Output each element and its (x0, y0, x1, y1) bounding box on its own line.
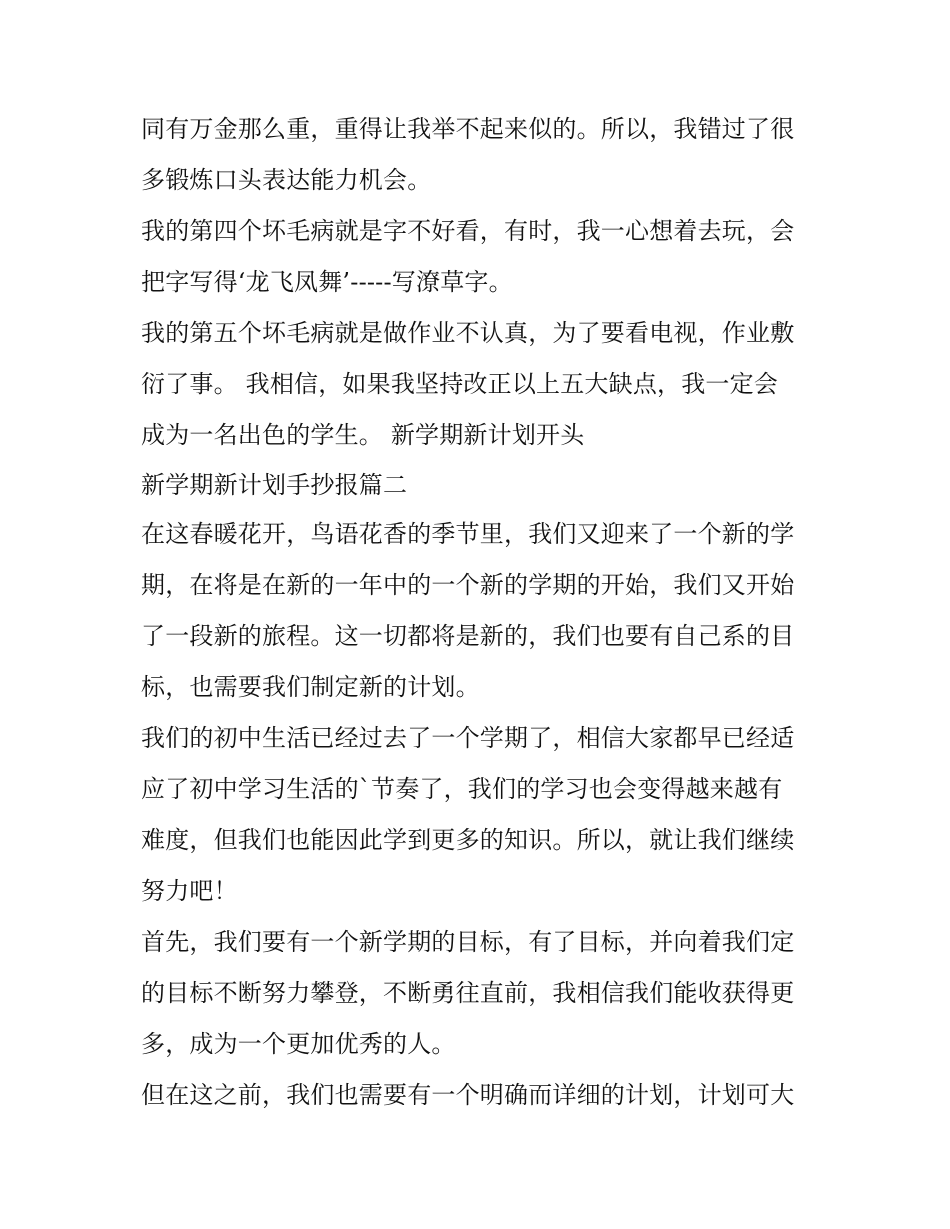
text-line: 我的第五个坏毛病就是做作业不认真，为了要看电视，作业敷 (141, 319, 795, 347)
text-line: 我们的初中生活已经过去了一个学期了，相信大家都早已经适 (141, 724, 795, 752)
text-line: 标，也需要我们制定新的计划。 (141, 673, 480, 701)
text-line: 的目标不断努力攀登，不断勇往直前，我相信我们能收获得更 (141, 979, 795, 1007)
text-line: 但在这之前，我们也需要有一个明确而详细的计划，计划可大 (141, 1081, 795, 1109)
text-line: 成为一名出色的学生。 新学期新计划开头 (141, 421, 585, 449)
text-line: 应了初中学习生活的`节奏了，我们的学习也会变得越来越有 (141, 775, 783, 803)
text-line: 在这春暖花开，鸟语花香的季节里，我们又迎来了一个新的学 (141, 520, 795, 548)
text-line: 同有万金那么重，重得让我举不起来似的。所以，我错过了很 (141, 115, 795, 143)
section-heading: 新学期新计划手抄报篇二 (141, 471, 408, 499)
text-line: 我的第四个坏毛病就是字不好看，有时，我一心想着去玩，会 (141, 217, 795, 245)
text-line: 努力吧！ (141, 877, 238, 905)
text-line: 多锻炼口头表达能力机会。 (141, 166, 432, 194)
text-line: 衍了事。 我相信，如果我坚持改正以上五大缺点，我一定会 (141, 370, 779, 398)
text-line: 了一段新的旅程。这一切都将是新的，我们也要有自己系的目 (141, 622, 795, 650)
text-line: 首先，我们要有一个新学期的目标，有了目标，并向着我们定 (141, 928, 795, 956)
text-line: 把字写得‘龙飞凤舞’-----写潦草字。 (141, 268, 513, 296)
text-line: 难度，但我们也能因此学到更多的知识。所以，就让我们继续 (141, 826, 795, 854)
text-line: 期，在将是在新的一年中的一个新的学期的开始，我们又开始 (141, 571, 795, 599)
text-line: 多，成为一个更加优秀的人。 (141, 1030, 456, 1058)
document-body (141, 104, 821, 1121)
